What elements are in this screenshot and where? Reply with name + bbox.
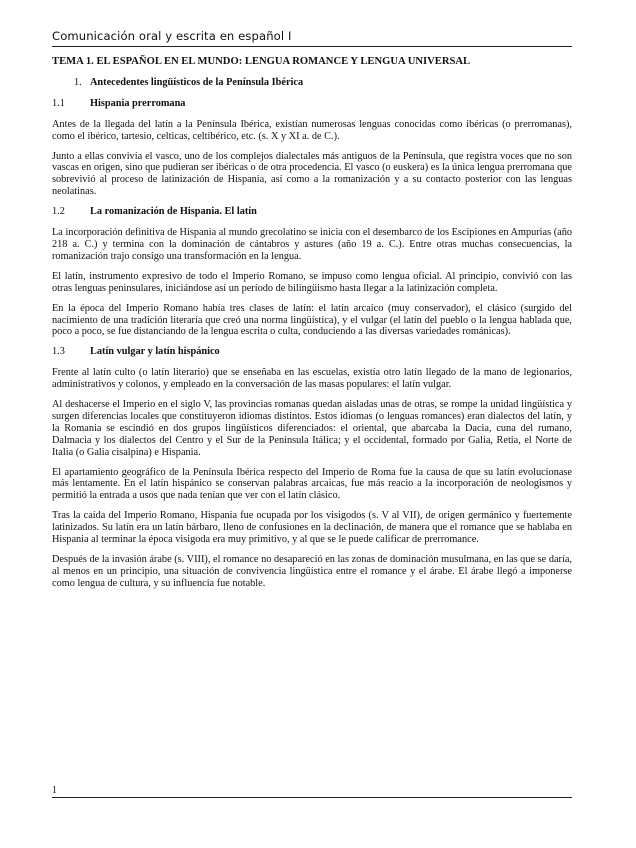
section-heading [74,77,572,89]
paragraph: Antes de la llegada del latín a la Península Ibérica, existían numerosas lenguas conocidas como ibéricas (o prerromanas), como el ibérico, tartesio, celticas, celtibérico, etc. (s. X y XI a. de C.). [52,118,572,142]
subsection-heading [52,98,572,110]
subsection-heading [52,346,572,358]
subsection-heading [52,206,572,218]
section-title: Antecedentes lingüísticos de la Península Ibérica [90,76,304,88]
running-header: Comunicación oral y escrita en español I [52,29,292,43]
section-number: 1. [74,76,82,88]
subsection-number: 1.3 [52,346,65,358]
subsection-title: La romanización de Hispania. El latín [90,206,257,218]
footer-rule [52,797,572,798]
document-body [52,54,572,598]
chapter-title: TEMA 1. EL ESPAÑOL EN EL MUNDO: LENGUA ROMANCE Y LENGUA UNIVERSAL [52,56,471,67]
subsection-number: 1.1 [52,97,65,109]
paragraph: Después de la invasión árabe (s. VIII), el romance no desapareció en las zonas de dominación musulmana, en las que se daría, al menos en un principio, una situación de convivencia lingüística entre el romance y el árabe. El árabe llegó a imponerse como lengua de cultura, y su influencia fue notable. [52,554,572,589]
paragraph: Al deshacerse el Imperio en el siglo V, las provincias romanas quedan aisladas unas de otras, se rompe la unidad lingüística y surgen diferencias locales que constituyeron idiomas distintos. Estos idiomas (o lenguas romances) eran dialectos del latín, y la Romania se escindió en dos grupos lingüísticos diferenciados: el oriental, que abarcaba la Dacia, cuna del rumano, Dalmacia y los dialectos del Centro y el Sur de la Península Itálica; y el occidental, formado por Galia, Retia, el Norte de Italia (o Galia cisalpina) e Hispania. [52,399,572,458]
paragraph: Tras la caída del Imperio Romano, Hispania fue ocupada por los visigodos (s. V al VII), de origen germánico y fuertemente latinizados. Su latín era un latín bárbaro, lleno de confusiones en la declinación, de manera que el romance que se hablaba en Hispania al terminar la época visigoda era muy primitivo, y al que se le puede calificar de prerromance. [52,510,572,546]
paragraph: Junto a ellas convivía el vasco, uno de los complejos dialectales más antiguos de la Península, que registra voces que no son vascas en origen, sino que pudieran ser ibéricas o de otra procedencia. El vasco (o euskera) es la única lengua prerromana que sobrevivió al proceso de latinización de Hispania, así como a la romanización y a su contacto posterior con las lenguas neolatinas. [52,150,572,198]
page-number: 1 [52,785,57,796]
paragraph: El apartamiento geográfico de la Península Ibérica respecto del Imperio de Roma fue la causa de que su latín evolucionase más lentamente. En el latín hispánico se conservan palabras arcaicas, fue más reacio a la incorporación de neologismos y permitió la entrada a usos que nada tenían que ver con el latín clásico. [52,466,572,502]
paragraph: En la época del Imperio Romano había tres clases de latín: el latín arcaico (muy conservador), el clásico (surgido del nacimiento de una tradición literaria que creó una norma lingüística), y el vulgar (el latín del pueblo o la lengua hablada que, poco a poco, se fue distanciando de la lengua escrita o culta, conduciendo a las diversas variedades románicas). [52,302,572,338]
paragraph: La incorporación definitiva de Hispania al mundo grecolatino se inicia con el desembarco de los Escipiones en Ampurias (año 218 a. C.) y termina con la dominación de cántabros y astures (año 19 a. C.). Entre otras muchas consecuencias, la romanización trajo consigo una transformación en la lengua. [52,227,572,262]
paragraph: Frente al latín culto (o latín literario) que se enseñaba en las escuelas, existía otro latín llegado de la mano de legionarios, administrativos y colonos, y empleado en la conversación de las masas populares: el latín vulgar. [52,367,572,391]
header-rule [52,46,572,47]
paragraph: El latín, instrumento expresivo de todo el Imperio Romano, se impuso como lengua oficial. Al principio, convivió con las otras lenguas peninsulares, iniciándose así un período de bilingüismo hasta llegar a la latinización completa. [52,270,572,294]
subsection-title: Hispania prerromana [90,97,186,109]
subsection-number: 1.2 [52,206,65,218]
subsection-title: Latín vulgar y latín hispánico [90,346,220,358]
